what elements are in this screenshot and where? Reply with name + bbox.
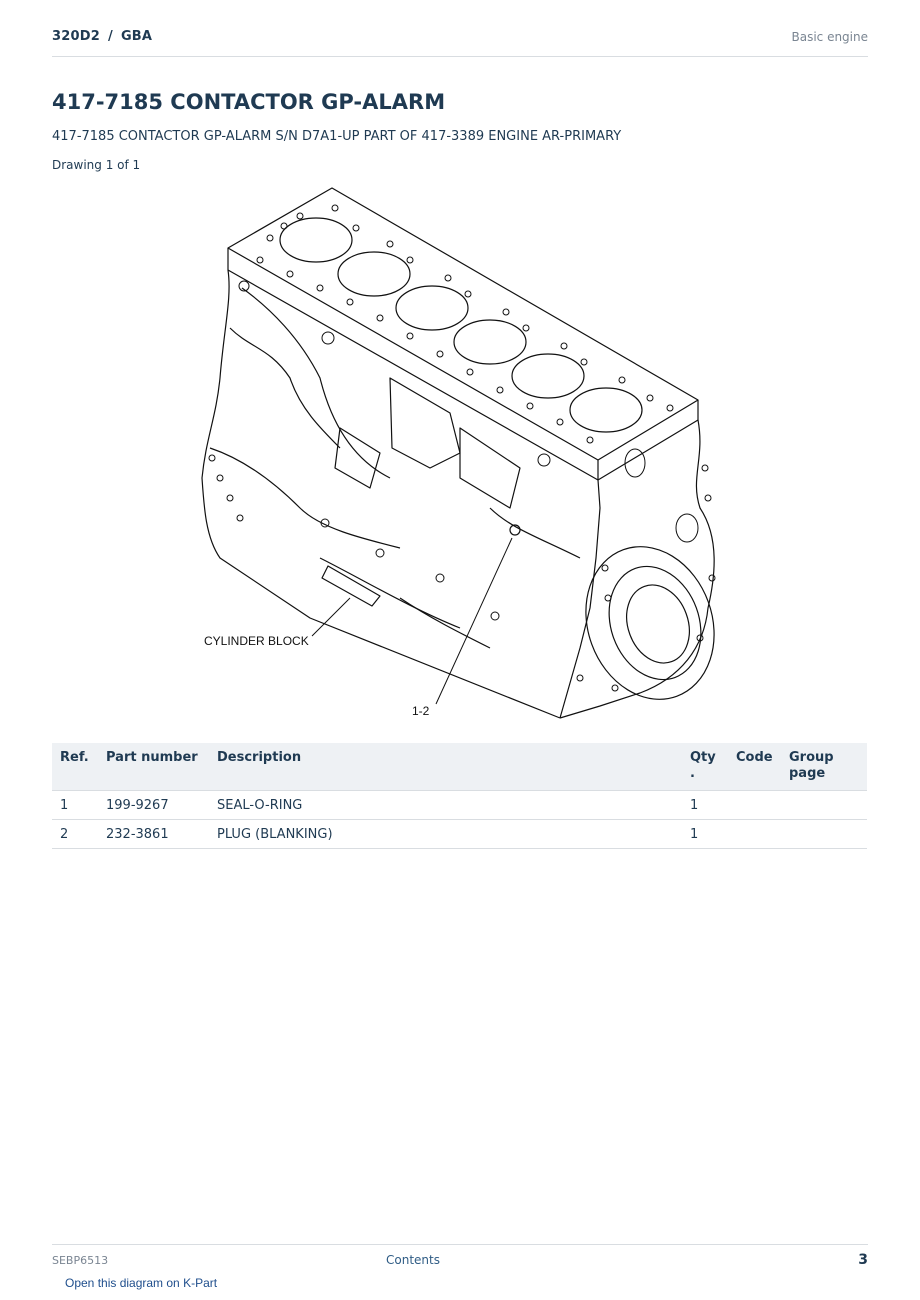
page-subtitle: 417-7185 CONTACTOR GP-ALARM S/N D7A1-UP PART OF 417-3389 ENGINE AR-PRIMARY xyxy=(52,129,622,144)
document-id: SEBP6513 xyxy=(52,1254,109,1267)
block-right-face xyxy=(560,420,714,718)
col-header-ref: Ref. xyxy=(52,743,98,791)
cell-ref: 2 xyxy=(52,820,98,849)
cell-group-page xyxy=(781,791,867,820)
callout-ref-1-2: 1-2 xyxy=(412,704,430,718)
table-row xyxy=(52,791,867,820)
cell-code xyxy=(728,791,781,820)
cylinder-bore-6 xyxy=(570,388,642,432)
code-label: GBA xyxy=(120,29,153,44)
cell-qty: 1 xyxy=(682,820,728,849)
qty-header-line2: . xyxy=(690,766,695,781)
cylinder-bore-4 xyxy=(454,320,526,364)
ref-leader-line xyxy=(436,538,512,704)
cell-group-page xyxy=(781,820,867,849)
qty-header-line1: Qty xyxy=(690,750,716,765)
group-header-line2: page xyxy=(789,766,826,781)
cylinder-bore-2 xyxy=(338,252,410,296)
col-header-group-page xyxy=(781,743,867,791)
contents-link[interactable]: Contents xyxy=(386,1253,440,1267)
cylinder-bore-3 xyxy=(396,286,468,330)
callout-cylinder-block: CYLINDER BLOCK xyxy=(204,634,309,648)
section-label: Basic engine xyxy=(791,30,868,44)
page-footer xyxy=(52,1244,868,1275)
col-header-code: Code xyxy=(728,743,781,791)
cell-description: PLUG (BLANKING) xyxy=(209,820,682,849)
cell-qty: 1 xyxy=(682,791,728,820)
model-label: 320D2 xyxy=(52,29,100,44)
col-header-part-number: Part number xyxy=(98,743,209,791)
col-header-description: Description xyxy=(209,743,682,791)
block-top-deck xyxy=(228,188,698,460)
cell-part-number: 232-3861 xyxy=(98,820,209,849)
table-header-row xyxy=(52,743,867,791)
page-header xyxy=(52,0,868,57)
cell-code xyxy=(728,820,781,849)
cell-ref: 1 xyxy=(52,791,98,820)
block-left-face xyxy=(202,270,560,718)
engine-block-diagram xyxy=(160,178,760,728)
cell-part-number: 199-9267 xyxy=(98,791,209,820)
page-number: 3 xyxy=(858,1252,868,1268)
cylinder-bore-5 xyxy=(512,354,584,398)
table-row xyxy=(52,820,867,849)
page-title: 417-7185 CONTACTOR GP-ALARM xyxy=(52,90,446,114)
breadcrumb-separator: / xyxy=(107,29,113,44)
group-header-line1: Group xyxy=(789,750,834,765)
cell-description: SEAL-O-RING xyxy=(209,791,682,820)
block-leader-line xyxy=(312,598,350,636)
breadcrumb xyxy=(52,29,152,44)
col-header-qty xyxy=(682,743,728,791)
kpart-link[interactable]: Open this diagram on K-Part xyxy=(65,1276,218,1290)
block-top-edge xyxy=(228,248,598,480)
drawing-label: Drawing 1 of 1 xyxy=(52,158,141,172)
parts-table xyxy=(52,743,867,849)
cylinder-bore-1 xyxy=(280,218,352,262)
